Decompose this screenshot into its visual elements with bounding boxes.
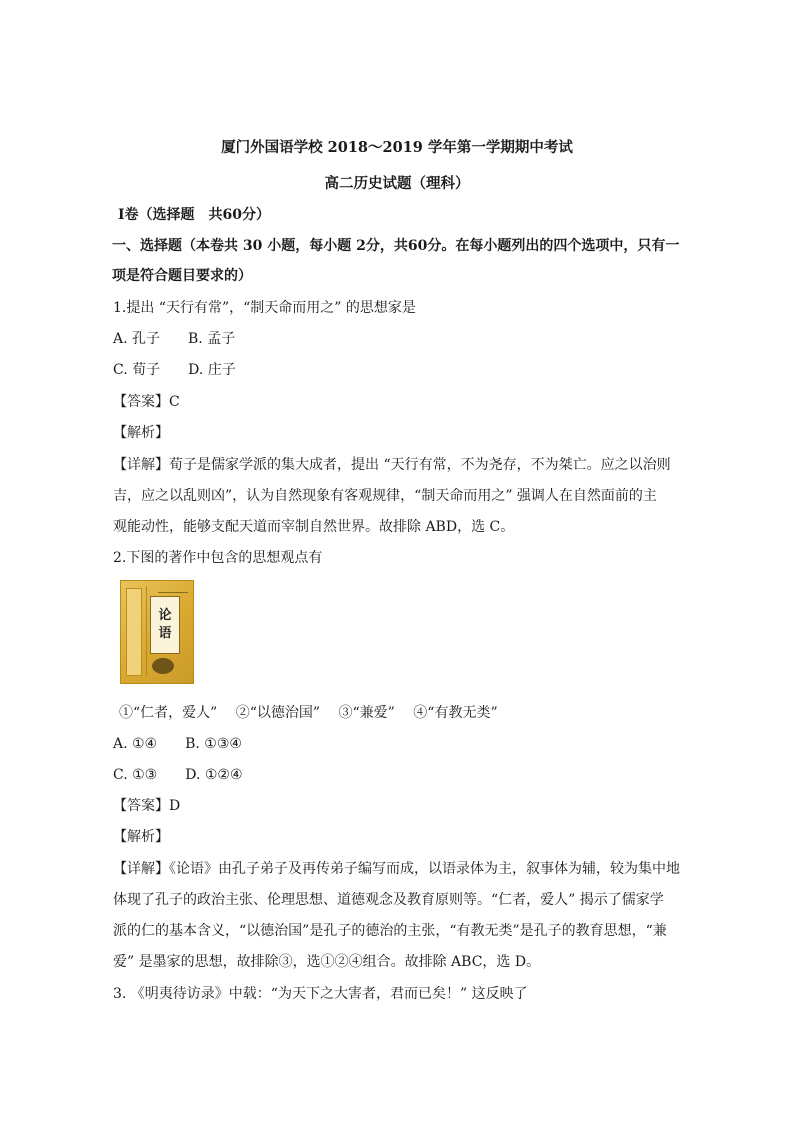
subject-title: 高二历史试题（理科） [324,175,470,192]
question-1-detail-line3: 观能动性，能够支配天道而宰制自然世界。故排除 ABD，选 C。 [113,519,515,535]
question-2-detail-line1: 【详解】《论语》由孔子弟子及再传弟子编写而成，以语录体为主，叙事体为辅，较为集中地 [113,861,680,877]
book-side-band [126,588,142,676]
volume-label: Ⅰ卷（选择题 共60分） [118,207,271,223]
question-2-stem: 2.下图的著作中包含的思想观点有 [113,550,323,566]
question-1-options-row2: C. 荀子 D. 庄子 [113,362,236,378]
book-title-label [150,596,180,654]
book-top-rule [158,592,188,593]
question-1-stem: 1.提出 “天行有常”，“制天命而用之” 的思想家是 [113,300,416,316]
lunyu-book-cover-image [120,580,194,684]
question-1-options-row1: A. 孔子 B. 孟子 [113,331,236,347]
question-3-stem: 3. 《明夷待访录》中载：“为天下之大害者，君而已矣！” 这反映了 [113,986,528,1002]
question-2-options-row1: A. ①④ B. ①③④ [113,736,242,752]
question-2-answer: 【答案】D [113,798,181,814]
book-title-char-1: 论 [158,608,172,623]
question-1-detail-line2: 吉，应之以乱则凶”，认为自然现象有客观规律，“制天命而用之” 强调人在自然面前的主 [113,488,657,504]
book-title-char-2: 语 [158,626,172,641]
section-instructions-line1: 一、选择题（本卷共 30 小题，每小题 2分，共60分。在每小题列出的四个选项中，只有一 [112,238,680,254]
question-2-detail-line3: 派的仁的基本含义，“以德治国”是孔子的德治的主张，“有教无类”是孔子的教育思想，“兼 [113,923,667,939]
question-1-detail-line1: 【详解】荀子是儒家学派的集大成者，提出 “天行有常，不为尧存，不为桀亡。应之以治则 [113,457,671,473]
section-instructions-line2: 项是符合题目要求的） [112,268,252,284]
question-2-statements: ①“仁者，爱人” ②“以德治国” ③“兼爱” ④“有教无类” [119,705,498,721]
question-2-detail-line4: 爱” 是墨家的思想，故排除③，选①②④组合。故排除 ABC，选 D。 [113,954,541,970]
question-1-answer: 【答案】C [113,394,180,410]
school-exam-title: 厦门外国语学校 2018～2019 学年第一学期期中考试 [221,139,573,156]
question-2-detail-line2: 体现了孔子的政治主张、伦理思想、道德观念及教育原则等。“仁者，爱人” 揭示了儒家学 [113,892,664,908]
question-1-analysis-label: 【解析】 [113,425,169,441]
book-spine-line [146,586,147,676]
question-2-analysis-label: 【解析】 [113,829,169,845]
question-2-options-row2: C. ①③ D. ①②④ [113,767,243,783]
book-seal-mark [152,658,174,674]
